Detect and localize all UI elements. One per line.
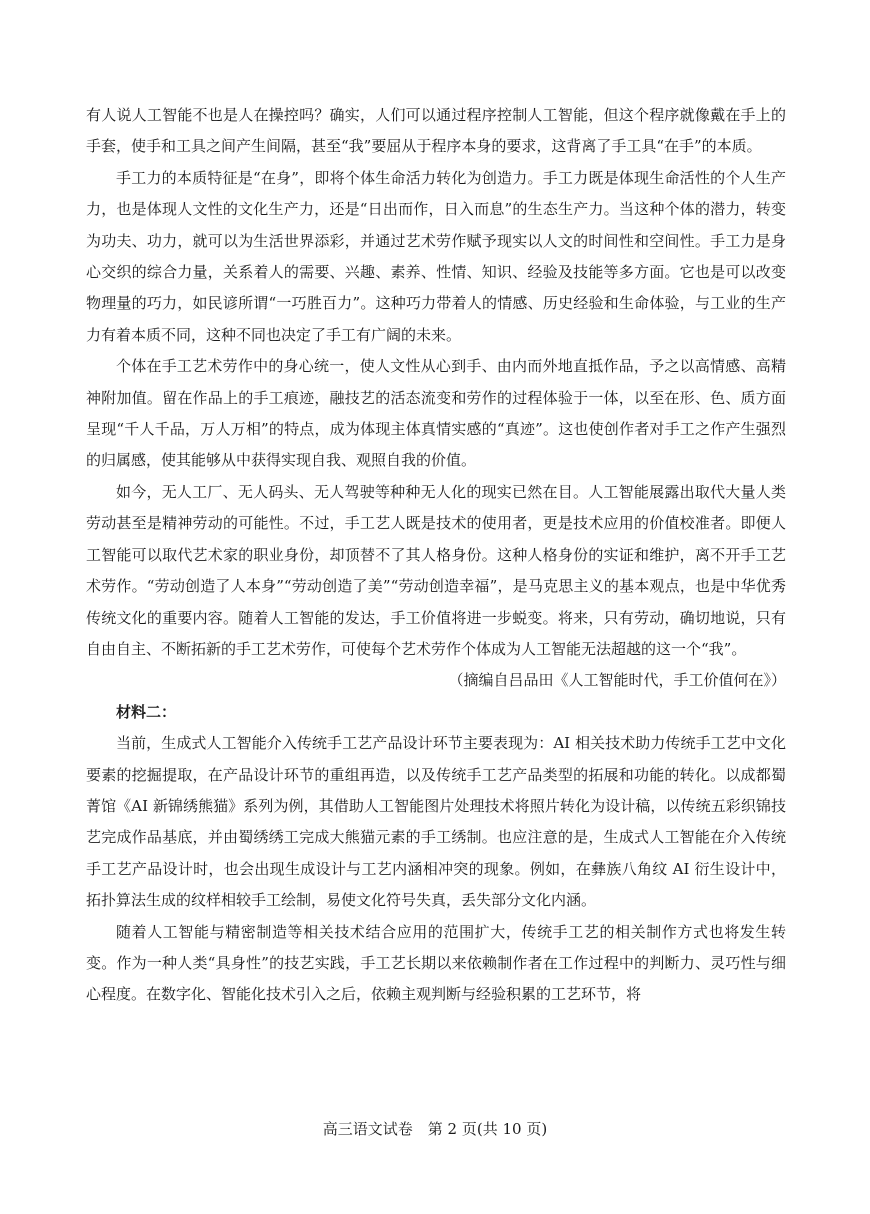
paragraph-6: 随着人工智能与精密制造等相关技术结合应用的范围扩大，传统手工艺的相关制作方式也将发生转变。作为一种人类“具身性”的技艺实践，手工艺长期以来依赖制作者在工作过程中的判断力、灵巧性与细心程度。在数字化、智能化技术引入之后，依赖主观判断与经验积累的工艺环节，将: [86, 922, 786, 1004]
paragraph-3: 个体在手工艺术劳作中的身心统一，使人文性从心到手、由内而外地直抵作品，予之以高情感、高精神附加值。留在作品上的手工痕迹，融技艺的活态流变和劳作的过程体验于一体，以至在形、色、质方面呈现“千人千品，万人万相”的特点，成为体现主体真情实感的“真迹”。这也使创作者对手工之作产生强烈的归属感，使其能够从中获得实现自我、观照自我的价值。: [86, 357, 786, 470]
paragraph-4: 如今，无人工厂、无人码头、无人驾驶等种种无人化的现实已然在目。人工智能展露出取代大量人类劳动甚至是精神劳动的可能性。不过，手工艺人既是技术的使用者，更是技术应用的价值校准者。即便人工智能可以取代艺术家的职业身份，却顶替不了其人格身份。这种人格身份的实证和维护，离不开手工艺术劳作。“劳动创造了人本身”“劳动创造了美”“劳动创造幸福”，是马克思主义的基本观点，也是中华优秀传统文化的重要内容。随着人工智能的发达，手工价值将进一步蜕变。将来，只有劳动，确切地说，只有自由自主、不断拓新的手工艺术劳作，可使每个艺术劳作个体成为人工智能无法超越的这一个“我”。: [86, 482, 786, 658]
page-footer: 高三语文试卷 第 2 页(共 10 页): [322, 1120, 548, 1138]
document-page: [86, 100, 786, 1011]
source-citation: （摘编自吕品田《人工智能时代，手工价值何在》）: [448, 671, 786, 690]
paragraph-1: 有人说人工智能不也是人在操控吗？确实，人们可以通过程序控制人工智能，但这个程序就像戴在手上的手套，使手和工具之间产生间隔，甚至“我”要屈从于程序本身的要求，这背离了手工具“在手”的本质。: [86, 106, 786, 156]
paragraph-5: 当前，生成式人工智能介入传统手工艺产品设计环节主要表现为：AI 相关技术助力传统手工艺中文化要素的挖掘提取，在产品设计环节的重组再造，以及传统手工艺产品类型的拓展和功能的转化。以成都蜀菁馆《AI 新锦绣熊猫》系列为例，其借助人工智能图片处理技术将照片转化为设计稿，以传统五彩织锦技艺完成作品基底，并由蜀绣绣工完成大熊猫元素的手工绣制。也应注意的是，生成式人工智能在介入传统手工艺产品设计时，也会出现生成设计与工艺内涵相冲突的现象。例如，在彝族八角纹 AI 衍生设计中，拓扑算法生成的纹样相较手工绘制，易使文化符号失真，丢失部分文化内涵。: [86, 734, 786, 910]
material-two-heading: 材料二：: [116, 702, 177, 721]
paragraph-2: 手工力的本质特征是“在身”，即将个体生命活力转化为创造力。手工力既是体现生命活性的个人生产力，也是体现人文性的文化生产力，还是“日出而作，日入而息”的生态生产力。当这种个体的潜力，转变为功夫、功力，就可以为生活世界添彩，并通过艺术劳作赋予现实以人文的时间性和空间性。手工力是身心交织的综合力量，关系着人的需要、兴趣、素养、性情、知识、经验及技能等多方面。它也是可以改变物理量的巧力，如民谚所谓“一巧胜百力”。这种巧力带着人的情感、历史经验和生命体验，与工业的生产力有着本质不同，这种不同也决定了手工有广阔的未来。: [86, 168, 786, 344]
